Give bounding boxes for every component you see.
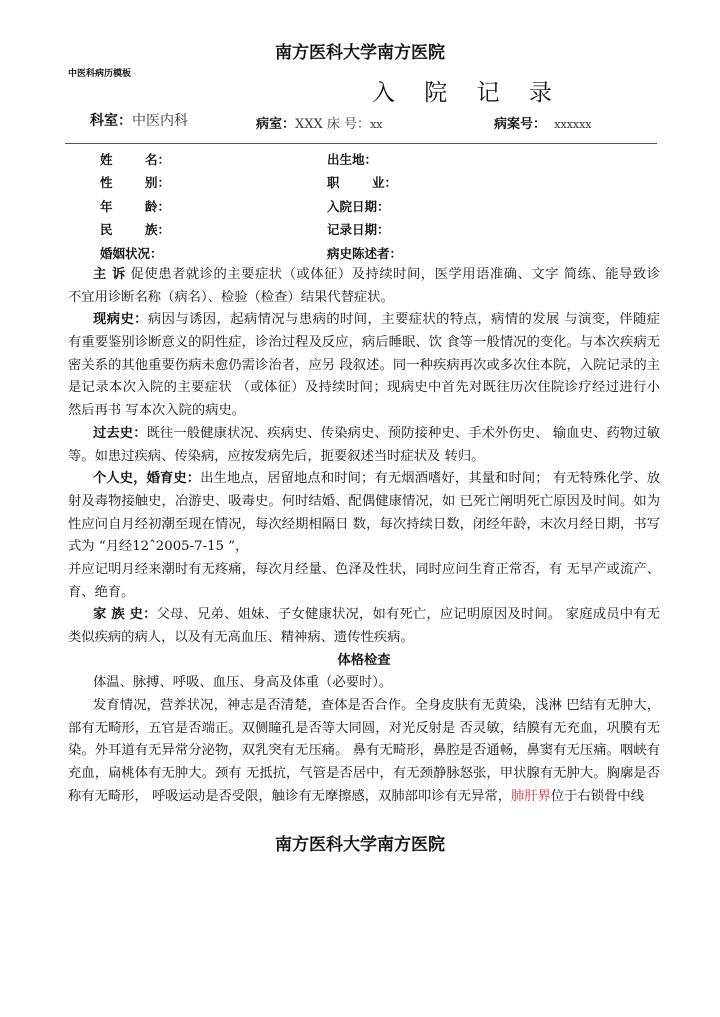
hospital-header: 南方医科大学南方医院 [275,43,445,63]
department-value: 中医内科 [132,113,188,129]
field-label-left-1-suffix: 别： [145,175,171,190]
body-text: 育、绝育。 [68,584,135,600]
field-label-left-0: 姓 [100,152,113,167]
paragraph-1-line-2 [68,355,660,378]
paragraph-1-line-3 [68,377,660,400]
ward-label: 病室： [256,117,296,132]
body-text: 性应问自月经初潮至现在情况，每次经期相隔日 数，每次持续日数，闭经年龄，末次月经日期，书写 [68,516,660,532]
body-text: 发育情况，营养状况，神志是否清楚，查体是否合作。全身皮肤有无黄染，浅淋 巴结有无肿大， [93,698,660,714]
paragraph-0-line-0 [68,264,660,287]
section-label: 过去史： [93,425,147,441]
paragraph-4-line-0 [68,559,660,582]
paragraph-7-line-0 [68,672,660,695]
paragraph-4-line-1 [68,582,660,605]
body-text: 类似疾病的病人，以及有无高血压、精神病、遗传性疾病。 [68,630,414,645]
field-label-right-3: 记录日期： [327,222,390,237]
ward-value: XXX [295,117,323,132]
body-text: 位于右锁骨中线 [550,788,644,804]
field-label-right-1-suffix: 业： [372,175,398,190]
body-text: 式为 “月经12ˆ2005-7-15 ”， [68,539,249,555]
body-text: 父母、兄弟、姐妹、子女健康状况，如有死亡，应记明原因及时间。 家庭成员中有无 [156,607,660,623]
department-label: 科室： [90,113,132,129]
department-info [90,110,188,130]
paragraph-6-line-0 [68,650,660,673]
case-number-value: xxxxxx [554,118,592,131]
header-divider [65,143,657,144]
body-text: 是记录本次入院的主要症状 （或体征）及持续时间；现病史中首先对既往历次住院诊疗经过进行小 [68,380,660,396]
section-label: 家 族 史： [93,607,157,623]
body-text: 充血，扁桃体有无肿大。颈有 无抵抗，气管是否居中，有无颈静脉怒张，甲状腺有无肿大。胸廓是否 [68,766,660,782]
record-body [68,264,660,809]
body-text: 体格检查 [337,652,391,668]
field-label-right-4: 病史陈述者： [327,246,403,261]
paragraph-1-line-1 [68,332,660,355]
paragraph-8-line-4 [68,786,660,809]
body-text: 射及毒物接触史，冶游史、吸毒史。何时结婚、配偶健康情况，如 已死亡阐明死亡原因及时间。如为 [68,493,660,509]
case-number-info [494,113,592,132]
paragraph-0-line-1 [68,287,660,310]
paragraph-3-line-3 [68,536,660,559]
ward-info [256,113,382,132]
case-number-label: 病案号： [494,117,547,132]
template-label: 中医科病历模板 [68,69,132,79]
field-label-right-0: 出生地： [327,152,378,167]
bed-value: xx [370,118,383,131]
body-text: 病因与诱因，起病情况与患病的时间，主要症状的特点，病情的发展 与演变，伴随症 [147,312,660,328]
paragraph-8-line-1 [68,718,660,741]
body-text: 等。如患过疾病、传染病，应按发病先后，扼要叙述当时症状及 转归。 [68,448,485,464]
paragraph-3-line-0 [68,468,660,491]
paragraph-3-line-2 [68,514,660,537]
document-title: 入 院 记 录 [372,80,563,106]
body-text: 并应记明月经来潮时有无疼痛，每次月经量、色泽及性状，同时应问生育正常否，有 无早产或流产、 [68,561,660,577]
field-label-left-3: 民 [100,222,113,237]
body-text: 既往一般健康状况、疾病史、传染病史、预防接种史、手术外伤史、 输血史、药物过敏 [146,425,660,441]
paragraph-2-line-1 [68,446,660,469]
paragraph-1-line-4 [68,400,660,423]
paragraph-2-line-0 [68,423,660,446]
section-label: 现病史： [93,312,148,328]
highlighted-text: 肺肝界 [511,788,551,804]
field-label-left-1: 性 [100,175,113,190]
paragraph-8-line-3 [68,763,660,786]
paragraph-5-line-1 [68,627,660,650]
section-label: 主 诉 [93,267,126,282]
field-label-left-4: 婚姻状况： [100,246,163,261]
paragraph-8-line-2 [68,740,660,763]
field-label-left-0-suffix: 名： [145,152,171,167]
body-text: 促使患者就诊的主要症状（或体征）及持续时间，医学用语准确、文字 简练、能导致诊 [130,267,660,282]
body-text: 部有无畸形，五官是否端正。双侧瞳孔是否等大同圆，对光反射是 否灵敏，结膜有无充血，巩膜有无 [68,720,660,736]
body-text: 密关系的其他重要伤病未愈仍需诊治者，应另 段叙述。同一种疾病再次或多次住本院，入院记录的主 [68,357,660,373]
paragraph-5-line-0 [68,604,660,627]
field-label-left-3-suffix: 族： [145,222,171,237]
body-text: 染。外耳道有无异常分泌物，双乳突有无压痛。 鼻有无畸形，鼻腔是否通畅，鼻窦有无压痛。咽峡有 [68,743,660,759]
field-label-left-2-suffix: 龄： [145,199,171,214]
body-text: 出生地点，居留地点和时间；有无烟酒嗜好，其量和时间； 有无特殊化学、放 [200,471,660,487]
paragraph-3-line-1 [68,491,660,514]
paragraph-8-line-0 [68,695,660,718]
hospital-footer: 南方医科大学南方医院 [275,835,445,855]
paragraph-1-line-0 [68,309,660,332]
field-label-left-2: 年 [100,199,113,214]
field-label-right-2: 入院日期： [327,199,390,214]
field-label-right-1: 职 [327,175,340,190]
body-text: 然后再书 写本次入院的病史。 [68,403,246,419]
body-text: 有重要鉴别诊断意义的阴性症，诊治过程及反应，病后睡眠、饮 食等一般情况的变化。与本次疾病无 [68,335,660,351]
section-label: 个人史，婚育史： [93,471,201,487]
body-text: 体温、脉搏、呼吸、血压、身高及体重（必要时）。 [93,675,393,691]
body-text: 称有无畸形， 呼吸运动是否受限，触诊有无摩擦感，双肺部叩诊有无异常， [68,788,512,804]
bed-label: 床 号： [326,117,371,132]
body-text: 不宜用诊断名称（病名）、检验（检查）结果代替症状。 [68,289,394,305]
